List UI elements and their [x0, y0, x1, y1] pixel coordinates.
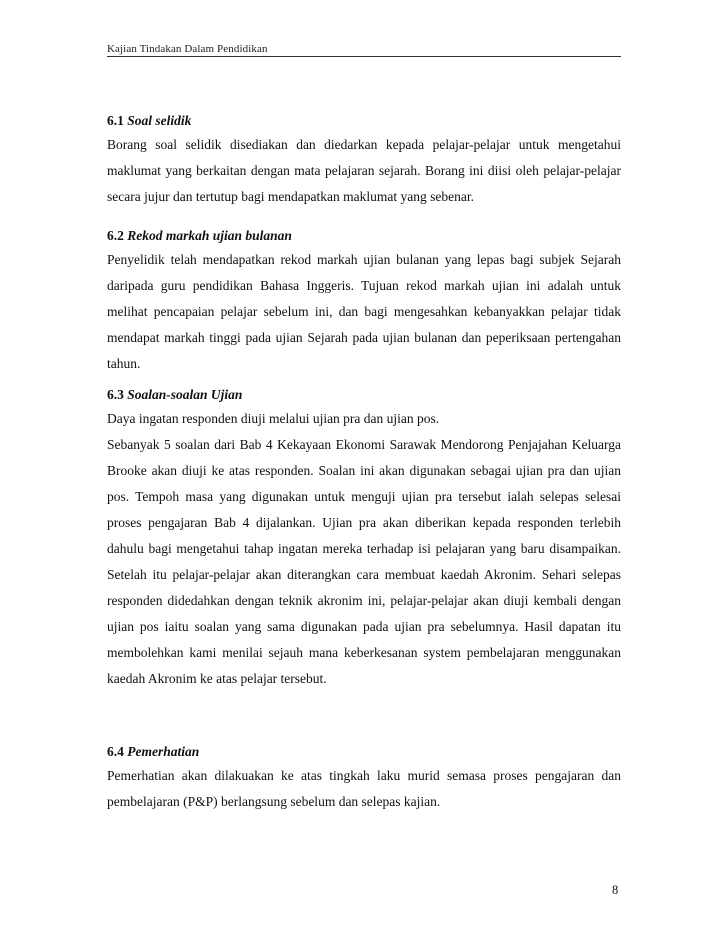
section-title: Pemerhatian — [127, 744, 200, 759]
paragraph: Penyelidik telah mendapatkan rekod markah ujian bulanan yang lepas bagi subjek Sejarah daripada guru pendidikan Bahasa Inggeris. Tujuan rekod markah ujian ini adalah untuk melihat pencapaian pelajar sebelum ini, dan bagi mengesahkan kebanyakkan pelajar tidak mendapat markah tinggi pada ujian Sejarah pada ujian bulanan dan peperiksaan pertengahan tahun. — [107, 252, 621, 371]
running-header: Kajian Tindakan Dalam Pendidikan — [107, 43, 268, 55]
paragraph: Borang soal selidik disediakan dan diedarkan kepada pelajar-pelajar untuk mengetahui maklumat yang berkaitan dengan mata pelajaran sejarah. Borang ini diisi oleh pelajar-pelajar secara jujur dan tertutup bagi mendapatkan maklumat yang sebenar. — [107, 137, 621, 204]
section-soal-selidik — [107, 111, 621, 210]
paragraph: Pemerhatian akan dilakuakan ke atas tingkah laku murid semasa proses pengajaran dan pembelajaran (P&P) berlangsung sebelum dan selepas kajian. — [107, 768, 621, 809]
section-title: Soalan-soalan Ujian — [127, 387, 243, 402]
section-soalan-ujian — [107, 385, 621, 692]
page-number: 8 — [612, 883, 619, 897]
section-heading — [107, 111, 621, 130]
section-number: 6.4 — [107, 744, 124, 759]
section-heading — [107, 226, 621, 245]
section-heading — [107, 385, 621, 404]
header-divider — [107, 56, 621, 57]
section-title: Soal selidik — [127, 113, 192, 128]
section-pemerhatian — [107, 742, 621, 815]
section-rekod-markah — [107, 226, 621, 377]
section-heading — [107, 742, 621, 761]
page-body — [107, 111, 621, 815]
section-title: Rekod markah ujian bulanan — [127, 228, 292, 243]
section-number: 6.1 — [107, 113, 124, 128]
section-number: 6.3 — [107, 387, 124, 402]
paragraph: Sebanyak 5 soalan dari Bab 4 Kekayaan Ekonomi Sarawak Mendorong Penjajahan Keluarga Brooke akan diuji ke atas responden. Soalan ini akan digunakan sebagai ujian pra dan ujian pos. Tempoh masa yang digunakan untuk menguji ujian pra tersebut ialah selepas selesai proses pengajaran Bab 4 dijalankan. Ujian pra akan diberikan kepada responden terlebih dahulu bagi mengetahui tahap ingatan mereka terhadap isi pelajaran yang baru disampaikan. Setelah itu pelajar-pelajar akan diterangkan cara membuat kaedah Akronim. Sehari selepas responden didedahkan dengan teknik akronim ini, pelajar-pelajar akan diuji kembali dengan ujian pos iaitu soalan yang sama digunakan pada ujian pra sebelumnya. Hasil dapatan itu membolehkan kami menilai sejauh mana keberkesanan system pembelajaran menggunakan kaedah Akronim ke atas pelajar tersebut. — [107, 437, 621, 686]
paragraph: Daya ingatan responden diuji melalui ujian pra dan ujian pos. — [107, 411, 440, 426]
section-number: 6.2 — [107, 228, 124, 243]
